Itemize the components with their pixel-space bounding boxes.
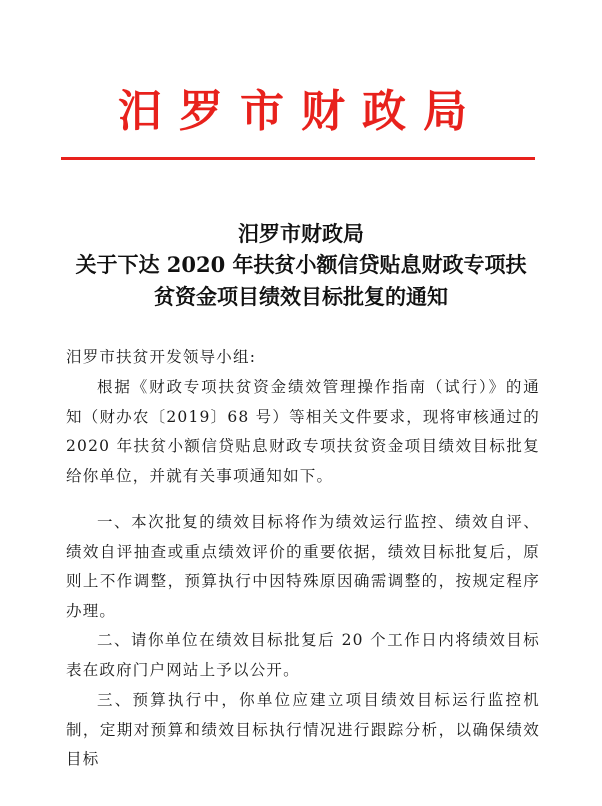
- paragraph-item-2: 二、请你单位在绩效目标批复后 20 个工作日内将绩效目标表在政府门户网站上予以公开。: [66, 631, 540, 679]
- paragraph-item-3: 三、预算执行中，你单位应建立项目绩效目标运行监控机制，定期对预算和绩效目标执行情况进行跟踪分析，以确保绩效目标: [66, 691, 540, 768]
- notice-title-line2: 贫资金项目绩效目标批复的通知: [154, 284, 448, 309]
- salutation: 汨罗市扶贫开发领导小组:: [66, 348, 257, 366]
- org-header-title: 汨罗市财政局: [118, 86, 484, 137]
- paragraph-intro: 根据《财政专项扶贫资金绩效管理操作指南（试行）》的通知（财办农〔2019〕68 号）等相关文件要求，现将审核通过的 2020 年扶贫小额信贷贴息财政专项扶贫资金项目绩效目标批复给你单位，并就有关事项通知如下。: [66, 378, 540, 485]
- paragraph-item-1: 一、本次批复的绩效目标将作为绩效运行监控、绩效自评、绩效自评抽查或重点绩效评价的重要依据，绩效目标批复后，原则上不作调整，预算执行中因特殊原因确需调整的，按规定程序办理。: [66, 513, 540, 620]
- notice-title-line1: 关于下达 2020 年扶贫小额信贷贴息财政专项扶: [75, 252, 527, 277]
- red-divider-line: [61, 157, 535, 160]
- issuer-title: 汨罗市财政局: [238, 221, 364, 246]
